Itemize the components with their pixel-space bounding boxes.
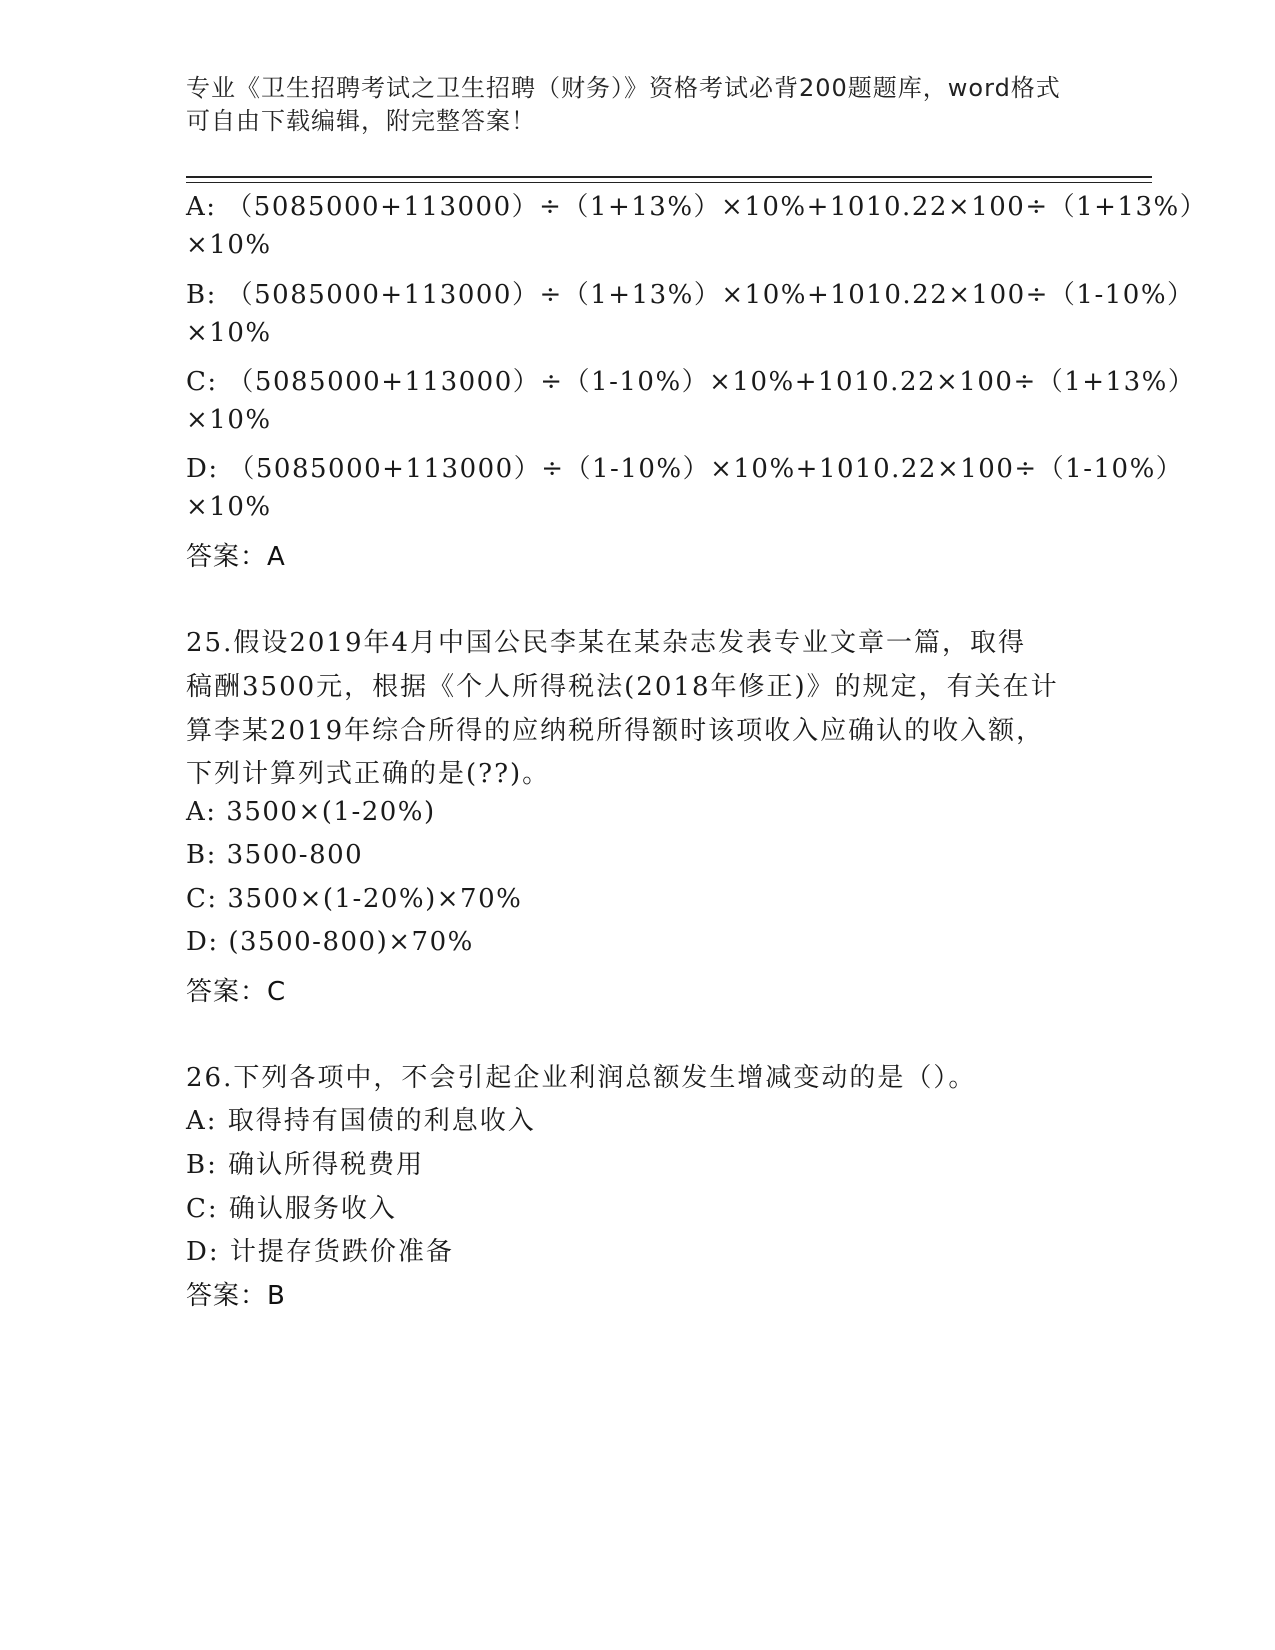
q24-option-b-line-1: B: （5085000+113000）÷（1+13%）×10%+1010.22×100÷（1-10%） <box>186 280 1195 310</box>
q24-option-a-line-1: A: （5085000+113000）÷（1+13%）×10%+1010.22×100÷（1+13%） <box>186 192 1208 222</box>
q25-stem-line-4: 下列计算列式正确的是(??)。 <box>186 759 551 789</box>
q26-option-c: C: 确认服务收入 <box>186 1194 397 1224</box>
q24-option-d-line-1: D: （5085000+113000）÷（1-10%）×10%+1010.22×100÷（1-10%） <box>186 454 1184 484</box>
q24-option-b-line-2: ×10% <box>186 318 272 348</box>
q25-stem-line-3: 算李某2019年综合所得的应纳税所得额时该项收入应确认的收入额， <box>186 716 1045 746</box>
q25-stem-line-2: 稿酬3500元，根据《个人所得税法(2018年修正)》的规定，有关在计 <box>186 672 1059 702</box>
q26-option-d: D: 计提存货跌价准备 <box>186 1237 454 1267</box>
q24-option-d-line-2: ×10% <box>186 492 272 522</box>
q26-option-a: A: 取得持有国债的利息收入 <box>186 1106 536 1136</box>
q26-option-b: B: 确认所得税费用 <box>186 1150 425 1180</box>
header-title-line-2: 可自由下载编辑，附完整答案！ <box>186 107 536 135</box>
q25-option-d: D: (3500-800)×70% <box>186 927 474 957</box>
q25-answer: 答案：C <box>186 977 287 1007</box>
q24-option-c-line-1: C: （5085000+113000）÷（1-10%）×10%+1010.22×100÷（1+13%） <box>186 367 1196 397</box>
q25-option-b: B: 3500-800 <box>186 840 364 870</box>
q25-option-a: A: 3500×(1-20%) <box>186 797 436 827</box>
q24-answer: 答案：A <box>186 542 286 572</box>
q24-option-a-line-2: ×10% <box>186 230 272 260</box>
q25-option-c: C: 3500×(1-20%)×70% <box>186 884 523 914</box>
q24-option-c-line-2: ×10% <box>186 405 272 435</box>
header-title-line-1: 专业《卫生招聘考试之卫生招聘（财务）》资格考试必背200题题库，word格式 <box>186 74 1061 102</box>
q26-answer: 答案：B <box>186 1281 286 1311</box>
header-divider-thick <box>186 176 1152 178</box>
q25-stem-line-1: 25.假设2019年4月中国公民李某在某杂志发表专业文章一篇，取得 <box>186 628 1027 658</box>
q26-stem: 26.下列各项中，不会引起企业利润总额发生增减变动的是（）。 <box>186 1063 977 1093</box>
header-divider-thin <box>186 182 1152 183</box>
document-header <box>186 72 1086 138</box>
